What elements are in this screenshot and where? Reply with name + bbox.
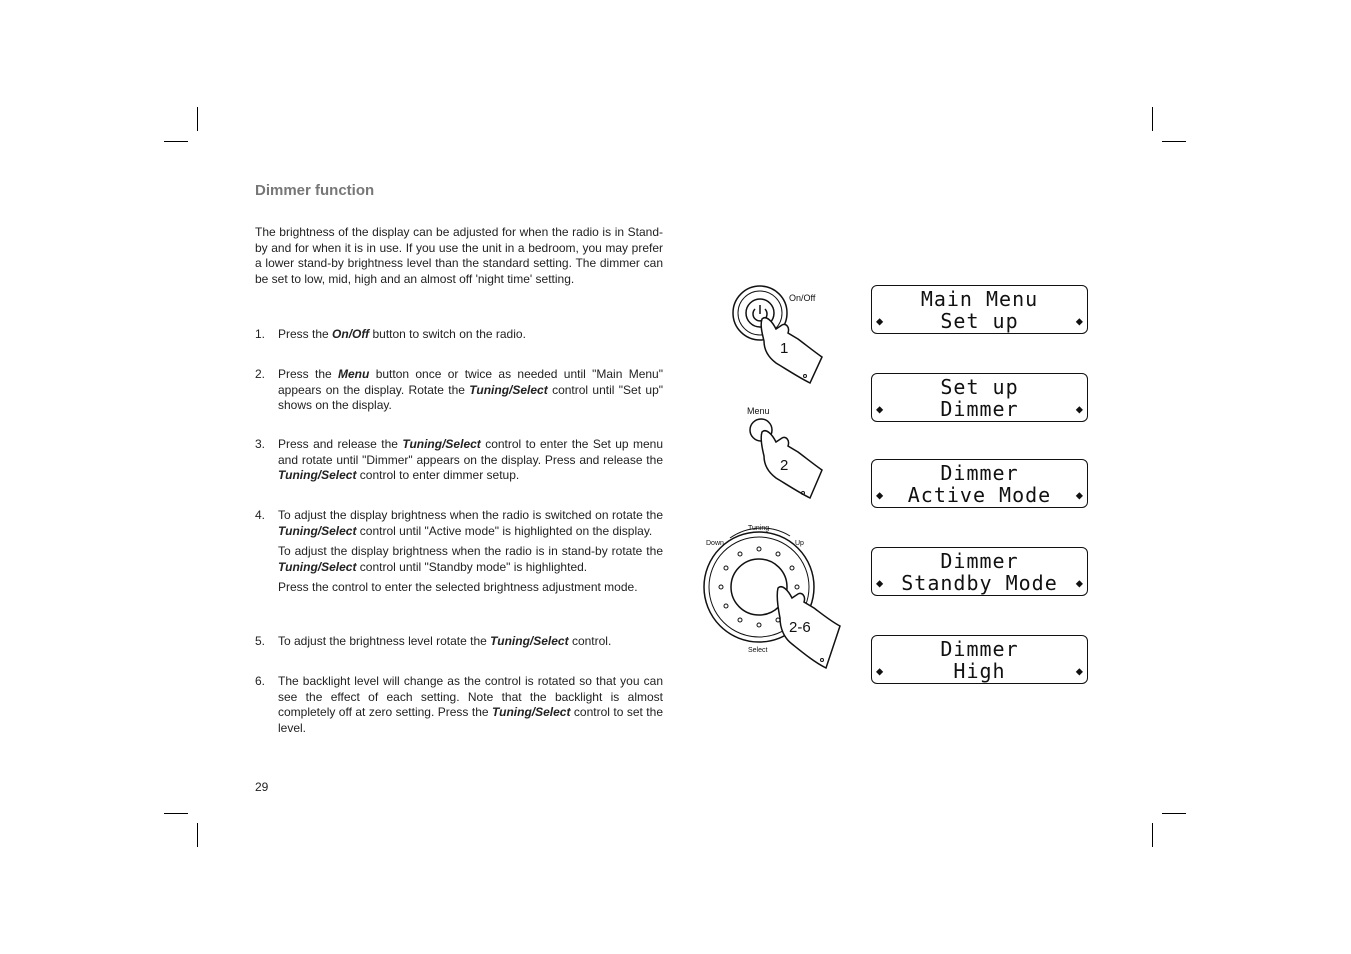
step-number: 3.	[255, 437, 266, 451]
lcd-display	[871, 285, 1088, 334]
left-arrow-icon: ◆	[876, 314, 884, 328]
step-number: 2.	[255, 367, 266, 381]
right-arrow-icon: ◆	[1075, 402, 1083, 416]
left-arrow-icon: ◆	[876, 402, 884, 416]
crop-mark	[1152, 823, 1153, 847]
display-line-1: Dimmer	[940, 461, 1019, 485]
step-callout-2: 2	[780, 457, 789, 474]
step-item	[255, 367, 663, 414]
step-callout-1: 1	[780, 340, 789, 357]
crop-mark	[197, 107, 198, 131]
lcd-display	[871, 635, 1088, 684]
step-number: 4.	[255, 508, 266, 522]
step-item	[255, 508, 663, 596]
step-text: To adjust the display brightness when the radio is in stand-by rotate the Tuning/Select control until "Standby mode" is highlighted.	[278, 544, 663, 574]
crop-mark	[164, 141, 188, 142]
step-item	[255, 327, 663, 343]
tuning-label: Tuning	[748, 525, 770, 532]
step-text: Press and release the Tuning/Select control to enter the Set up menu and rotate until "Dimmer" appears on the display. Press and release the Tuning/Select control to enter dimmer setup.	[278, 437, 663, 482]
crop-mark	[1162, 813, 1186, 814]
step-number: 5.	[255, 634, 266, 648]
intro-paragraph: The brightness of the display can be adjusted for when the radio is in Stand-by and for when it is in use. If you use the unit in a bedroom, you may prefer a lower stand-by brightness level than the standard setting. The dimmer can be set to low, mid, high and an almost off 'night time' setting.	[255, 225, 663, 286]
step-text: Press the On/Off button to switch on the radio.	[278, 327, 526, 341]
crop-mark	[1152, 107, 1153, 131]
display-line-1: Main Menu	[920, 287, 1039, 311]
display-line-2: Standby Mode	[901, 571, 1058, 595]
right-arrow-icon: ◆	[1075, 576, 1083, 590]
step-text: Press the control to enter the selected brightness adjustment mode.	[278, 580, 638, 594]
display-line-2: Set up	[940, 309, 1019, 333]
tuning-select-illustration	[700, 518, 848, 674]
display-line-2: High	[953, 659, 1006, 683]
step-number: 6.	[255, 674, 266, 688]
step-item	[255, 437, 663, 484]
lcd-display	[871, 373, 1088, 422]
step-callout-2-6: 2-6	[789, 619, 811, 636]
step-text: To adjust the brightness level rotate the Tuning/Select control.	[278, 634, 612, 648]
display-line-2: Active Mode	[907, 483, 1052, 507]
up-label: Up	[795, 540, 804, 547]
display-line-1: Dimmer	[940, 549, 1019, 573]
crop-mark	[164, 813, 188, 814]
left-arrow-icon: ◆	[876, 488, 884, 502]
down-label: Down	[706, 540, 724, 547]
step-text: To adjust the display brightness when the radio is switched on rotate the Tuning/Select control until "Active mode" is highlighted on the display.	[278, 508, 663, 538]
display-line-1: Set up	[940, 375, 1019, 399]
select-label: Select	[748, 647, 768, 654]
display-line-1: Dimmer	[940, 637, 1019, 661]
right-arrow-icon: ◆	[1075, 664, 1083, 678]
pressing-hand-icon	[761, 431, 822, 498]
crop-mark	[1162, 141, 1186, 142]
step-text: The backlight level will change as the control is rotated so that you can see the effect of each setting. Note that the backlight is almost completely off at zero setting. Press the Tuning/Select control to set the level.	[278, 674, 663, 735]
step-text: Press the Menu button once or twice as needed until "Main Menu" appears on the display. Rotate the Tuning/Select control until "Set up" shows on the display.	[278, 367, 663, 412]
step-item	[255, 674, 663, 736]
crop-mark	[197, 823, 198, 847]
onoff-button-illustration	[726, 285, 836, 385]
lcd-display	[871, 459, 1088, 508]
menu-button-illustration	[740, 402, 836, 506]
pressing-hand-icon	[761, 318, 822, 383]
right-arrow-icon: ◆	[1075, 314, 1083, 328]
section-heading: Dimmer function	[255, 182, 375, 199]
step-number: 1.	[255, 327, 266, 341]
page-number: 29	[255, 780, 269, 794]
onoff-label: On/Off	[789, 293, 816, 303]
menu-label: Menu	[747, 406, 770, 416]
left-arrow-icon: ◆	[876, 664, 884, 678]
lcd-display	[871, 547, 1088, 596]
step-item	[255, 634, 663, 650]
left-arrow-icon: ◆	[876, 576, 884, 590]
display-line-2: Dimmer	[940, 397, 1019, 421]
right-arrow-icon: ◆	[1075, 488, 1083, 502]
